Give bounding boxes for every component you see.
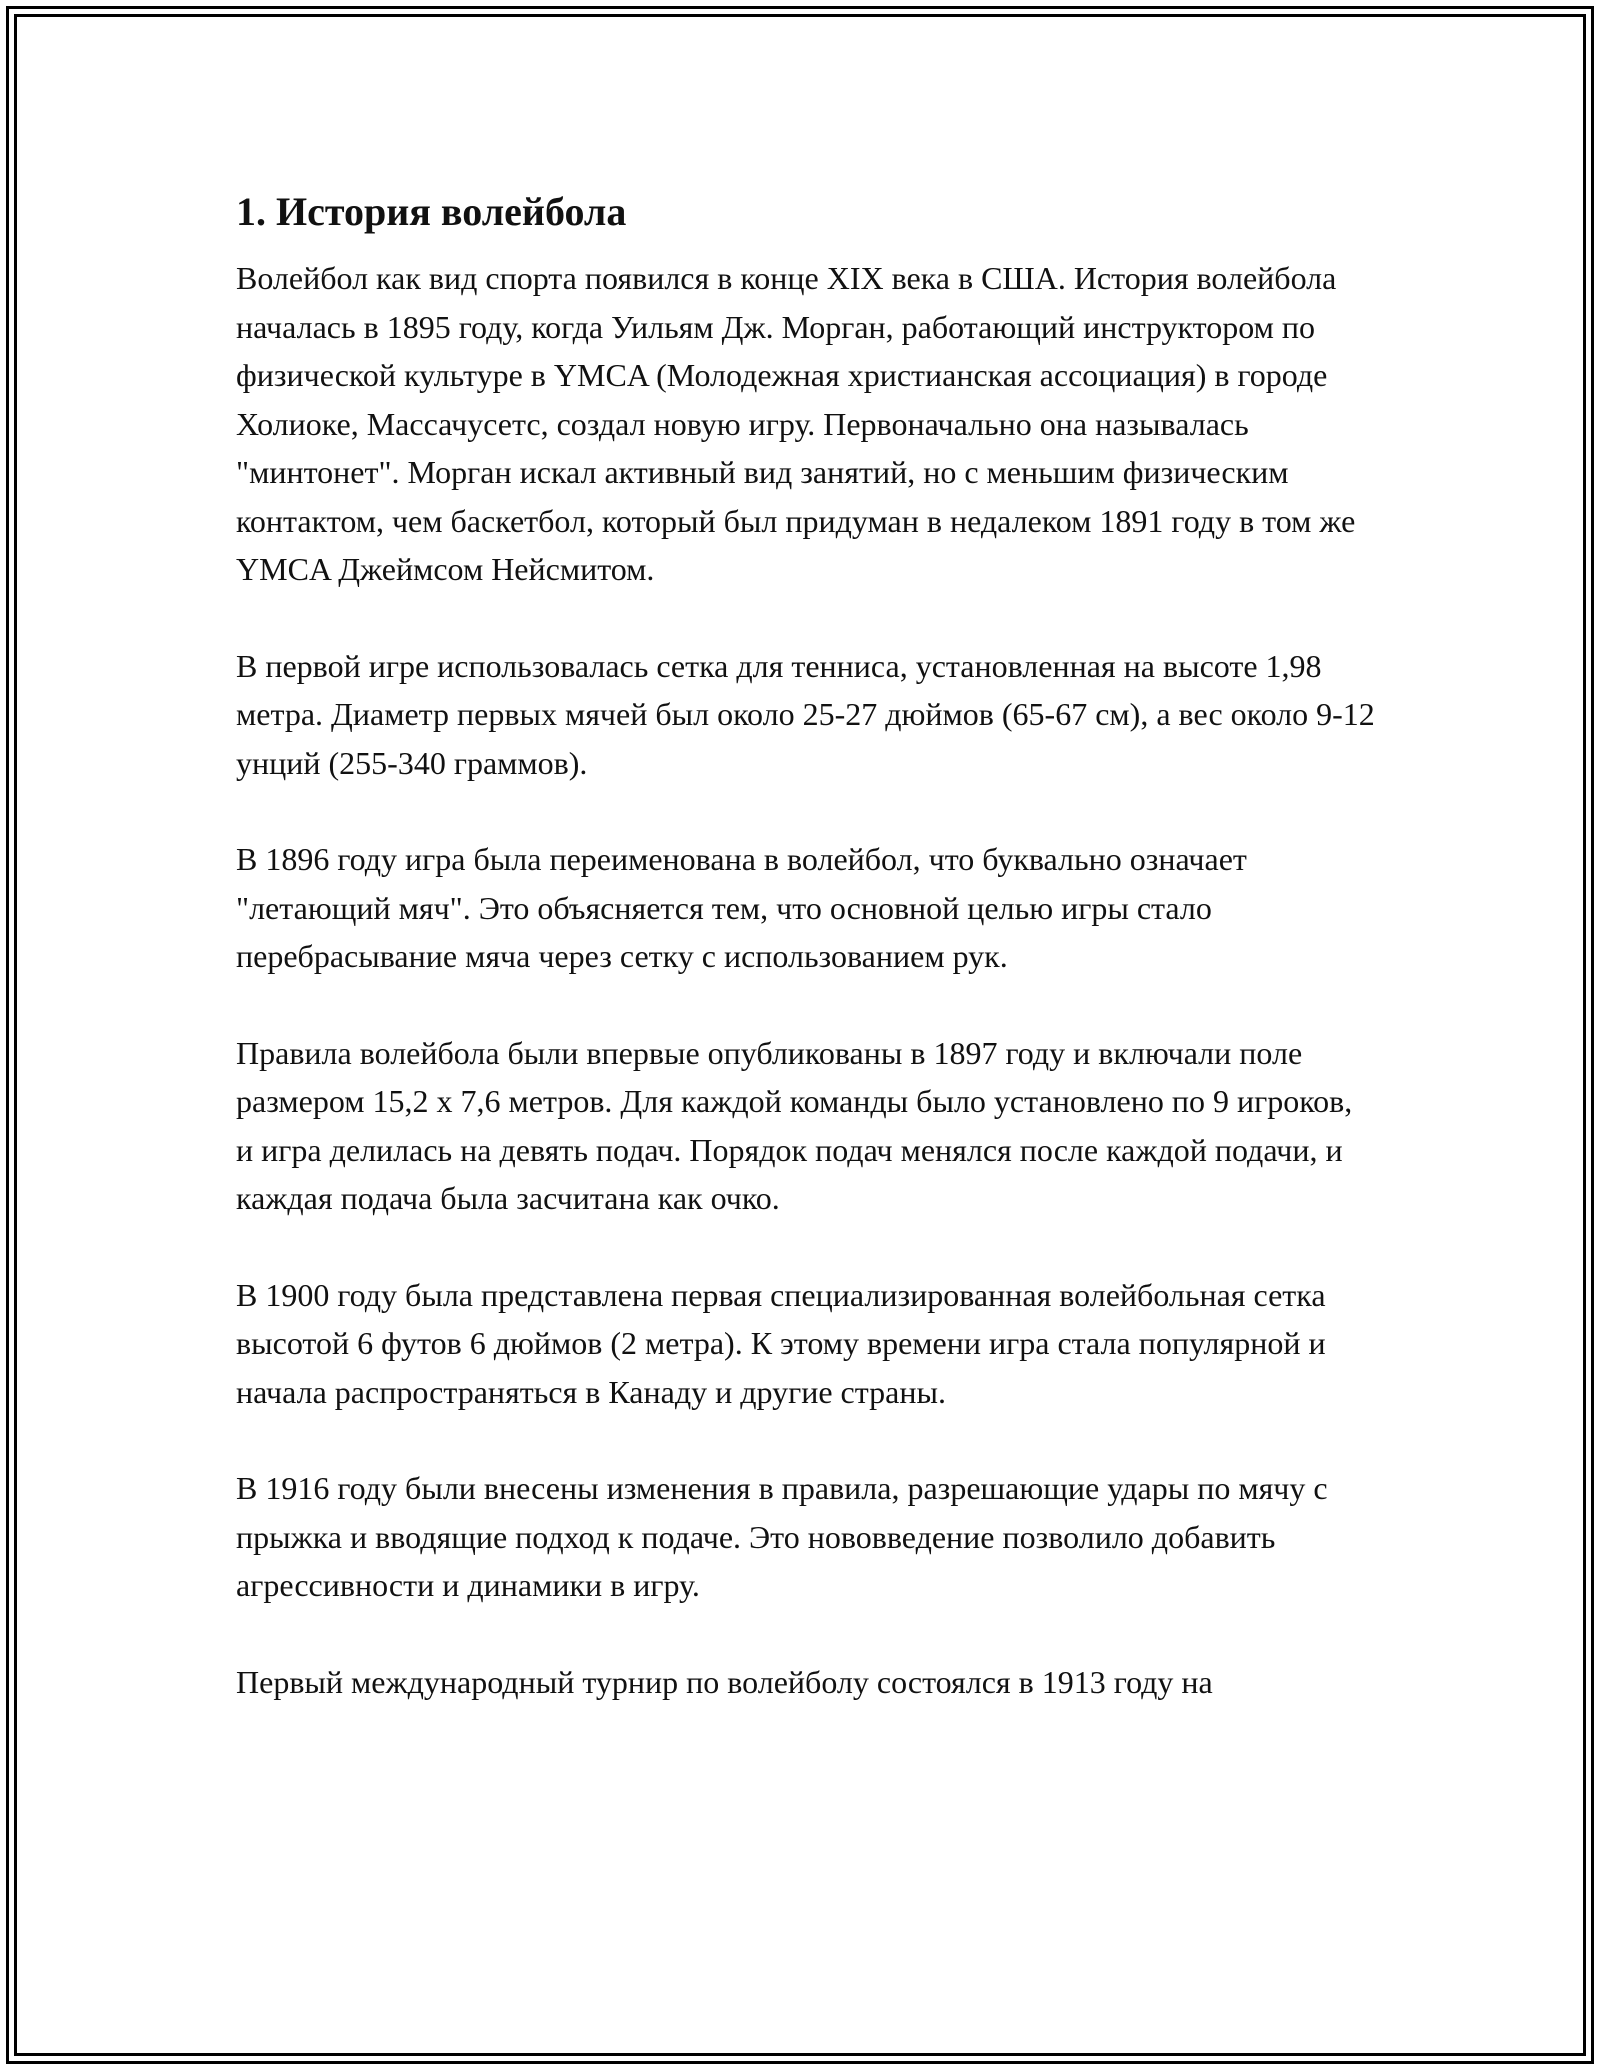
paragraph-rules: Правила волейбола были впервые опубликованы в 1897 году и включали поле размером 15,2 x 7,6 метров. Для каждой команды было установлено по 9 игроков, и игра делилась на девять подач. Порядок подач менялся после каждой подачи, и каждая подача была засчитана как очко. xyxy=(236,1034,1353,1216)
paragraph-renaming: В 1896 году игра была переименована в волейбол, что буквально означает "летающий мяч". Это объясняется тем, что основной целью игры стало перебрасывание мяча через сетку с использованием рук. xyxy=(236,841,1247,974)
paragraph-net: В 1900 году была представлена первая специализированная волейбольная сетка высотой 6 футов 6 дюймов (2 метра). К этому времени игра стала популярной и начала распространяться в Канаду и другие страны. xyxy=(236,1276,1326,1410)
paragraph-changes: В 1916 году были внесены изменения в правила, разрешающие удары по мячу с прыжка и вводящие подход к подаче. Это нововведение позволило добавить агрессивности и динамики в игру. xyxy=(236,1470,1328,1603)
paragraph-first-game: В первой игре использовалась сетка для тенниса, установленная на высоте 1,98 метра. Диаметр первых мячей был около 25-27 дюймов (65-67 см), а вес около 9-12 унций (255-340 граммов). xyxy=(236,647,1375,781)
section-heading: 1. История волейбола xyxy=(236,189,627,234)
paragraph-tournament: Первый международный турнир по волейболу состоялся в 1913 году на xyxy=(236,1663,1213,1700)
paragraph-origin: Волейбол как вид спорта появился в конце XIX века в США. История волейбола началась в 1895 году, когда Уильям Дж. Морган, работающий инструктором по физической культуре в YMCA (Молодежная христианская ассоциация) в городе Холиоке, Массачусетс, создал новую игру. Первоначально она называлась "минтонет". Морган искал активный вид занятий, но с меньшим физическим контактом, чем баскетбол, который был придуман в недалеком 1891 году в том же YMCA Джеймсом Нейсмитом. xyxy=(236,260,1356,587)
document-body xyxy=(236,188,1376,1754)
